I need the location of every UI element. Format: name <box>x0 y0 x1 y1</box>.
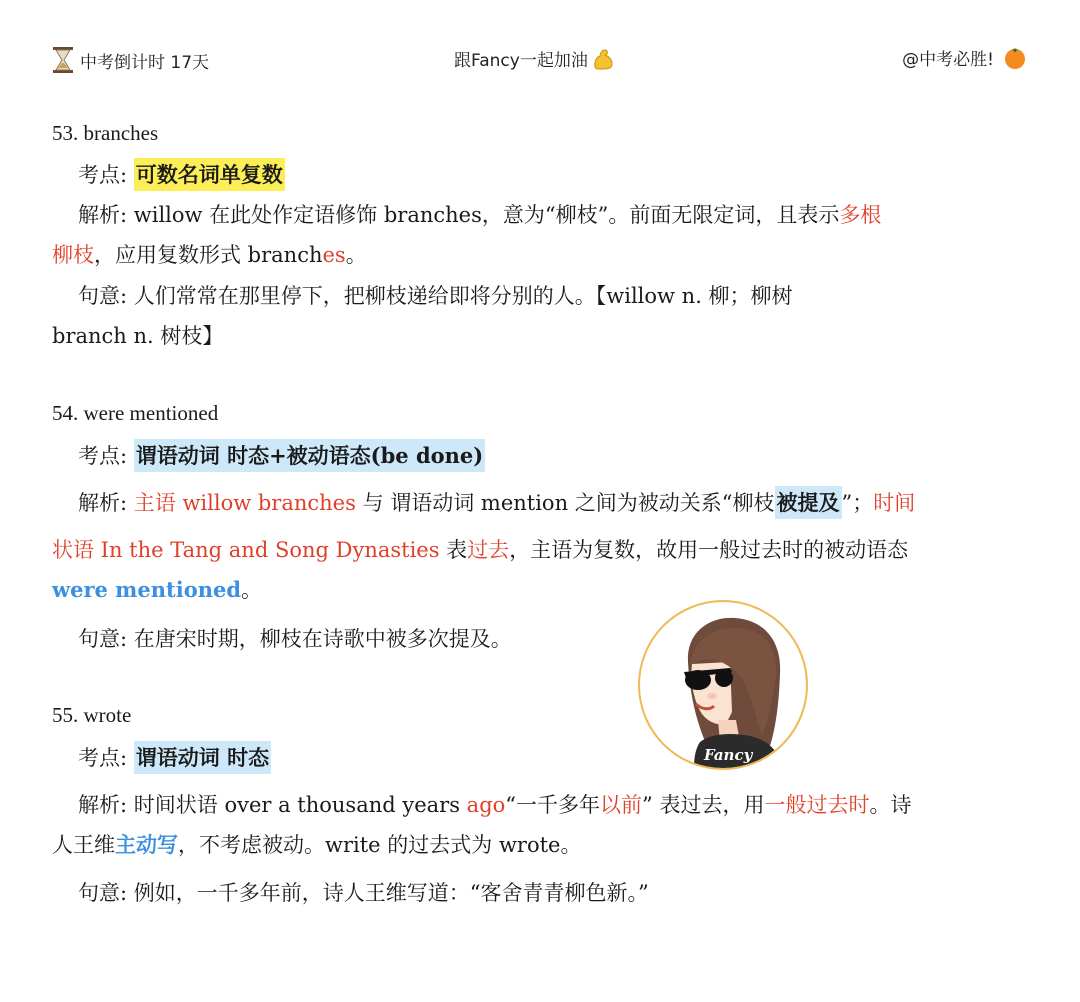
q53-juyi-text1: 人们常常在那里停下，把柳枝递给即将分别的人。【willow n. 柳；柳树 <box>133 284 793 308</box>
q53-jiexi-es: es <box>322 243 346 267</box>
q53-jiexi-line2 <box>52 240 367 270</box>
q53-kaodian-label: 考点: <box>78 163 128 187</box>
q53-jiexi-text3: 。 <box>345 243 367 267</box>
countdown-text: 中考倒计时 17天 <box>80 52 210 73</box>
hourglass-icon <box>52 46 74 74</box>
q55-kaodian-value: 谓语动词 时态 <box>134 741 271 774</box>
page-header <box>0 42 1080 78</box>
author-avatar <box>638 600 808 770</box>
q54-juyi-label: 句意: <box>78 627 128 651</box>
q55-jiexi-text6: ，不考虑被动。write 的过去式为 wrote。 <box>178 833 582 857</box>
q55-jiexi-red1: ago <box>466 793 506 817</box>
q54-jiexi-highlight: 被提及 <box>775 486 842 519</box>
header-center <box>454 46 614 71</box>
header-right <box>902 44 1028 70</box>
orange-icon <box>1002 44 1028 70</box>
q55-jiexi-blue: 主动写 <box>115 832 178 857</box>
q55-jiexi-red2: 以前 <box>600 793 643 817</box>
avatar-signature: Fancy <box>704 746 753 764</box>
q54-title: 54. were mentioned <box>52 401 219 425</box>
q55-kaodian <box>78 743 271 773</box>
q53-title: 53. branches <box>52 121 159 145</box>
q54-jiexi-line1 <box>78 488 915 518</box>
q55-jiexi-text1: 时间状语 over a thousand years <box>133 793 467 817</box>
q55-jiexi-line2 <box>52 830 581 860</box>
q55-juyi-text: 例如，一千多年前，诗人王维写道：“客舍青青柳色新。” <box>133 881 649 905</box>
q53-juyi-line2: branch n. 树枝】 <box>52 324 224 348</box>
q55-jiexi-text2: “一千多年 <box>505 793 601 817</box>
q55-jiexi-line1 <box>78 790 911 820</box>
q53-kaodian <box>78 160 285 190</box>
header-left <box>52 46 209 74</box>
q55-title: 55. wrote <box>52 703 132 727</box>
cheer-text: @中考必胜! <box>902 49 994 70</box>
q54-jiexi-label: 解析: <box>78 491 128 515</box>
q55-kaodian-label: 考点: <box>78 746 128 770</box>
q54-jiexi-line3 <box>52 575 262 605</box>
q55-jiexi-red3: 一般过去时 <box>764 793 870 817</box>
q54-juyi-text: 在唐宋时期，柳枝在诗歌中被多次提及。 <box>133 627 512 651</box>
q53-juyi-line1 <box>78 281 793 311</box>
q54-jiexi-red1: 主语 willow branches <box>133 491 356 515</box>
q53-jiexi-red1: 多根 <box>839 203 882 227</box>
q54-kaodian-value: 谓语动词 时态+被动语态(be done) <box>134 439 485 472</box>
q53-kaodian-value: 可数名词单复数 <box>134 158 285 191</box>
q53-juyi-label: 句意: <box>78 284 128 308</box>
q55-jiexi-label: 解析: <box>78 793 128 817</box>
q54-jiexi-text2: ”； <box>841 491 874 515</box>
q53-jiexi-text2: ，应用复数形式 branch <box>94 243 323 267</box>
slogan-text: 跟Fancy一起加油 <box>454 51 588 71</box>
q54-jiexi-text4: ，主语为复数，故用一般过去时的被动语态 <box>509 538 909 562</box>
q54-kaodian <box>78 441 485 471</box>
q54-kaodian-label: 考点: <box>78 444 128 468</box>
q54-juyi <box>78 624 512 654</box>
q54-jiexi-text5: 。 <box>241 578 263 602</box>
q54-jiexi-red4: 过去 <box>467 538 510 562</box>
q54-jiexi-red3: 状语 In the Tang and Song Dynasties <box>52 538 440 562</box>
q53-jiexi-line1 <box>78 200 881 230</box>
q53-jiexi-text1: willow 在此处作定语修饰 branches，意为“柳枝”。前面无限定词，且表示 <box>133 203 840 227</box>
flexed-biceps-icon <box>592 47 614 71</box>
q54-jiexi-text1: 与 谓语动词 mention 之间为被动关系“柳枝 <box>355 491 775 515</box>
q55-juyi-label: 句意: <box>78 881 128 905</box>
q55-jiexi-text4: 。诗 <box>869 793 912 817</box>
q55-juyi <box>78 878 649 908</box>
q54-jiexi-text3: 表 <box>439 538 468 562</box>
q54-jiexi-blue: were mentioned <box>52 577 242 602</box>
q55-jiexi-text3: ” 表过去，用 <box>642 793 765 817</box>
q54-jiexi-red2: 时间 <box>873 491 916 515</box>
avatar-illustration <box>640 602 806 768</box>
q53-jiexi-red2: 柳枝 <box>52 243 94 267</box>
q55-jiexi-text5: 人王维 <box>52 833 115 857</box>
q54-jiexi-line2 <box>52 535 908 565</box>
q53-jiexi-label: 解析: <box>78 203 128 227</box>
